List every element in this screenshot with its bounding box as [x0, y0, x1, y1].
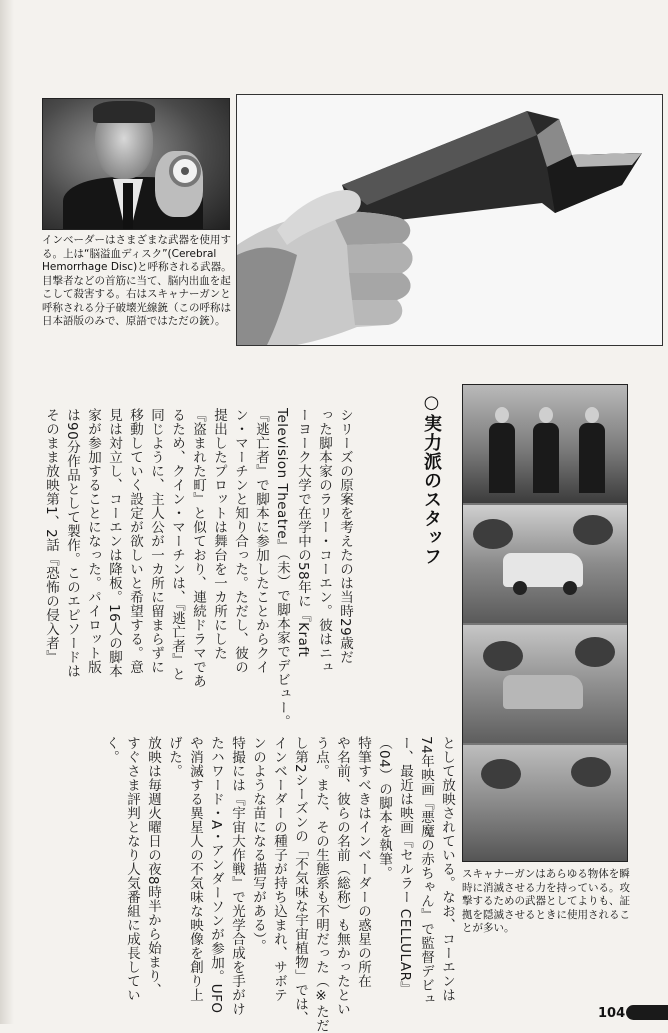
- article-body-upper: シリーズの原案を考えたのは当時29歳だ った脚本家のラリー・コーエン。彼はニュ ーヨーク大学で在学中の58年に『Kraft Television Theatre』（未）で脚本家でデビュー。 『逃亡者』で脚本に参加したことからクイ ン・マーチンと知り合った。ただし、彼の 提出したプロットは舞台を一カ所にした 『盗まれた町』と似ており、連続ドラマであ るため、クイン・マーチンは、『逃亡者』と 同じように、主人公が一カ所に留まらずに 移動していく設定が欲しいと希望する。意 見は対立し、コーエンは降板。16人の脚本 家が参加することになった。パイロット版 は90分作品として製作。このエピソードは そのまま放映第1、2話『恐怖の侵入者』: [43, 408, 353, 729]
- car-wheel: [563, 581, 577, 595]
- photo-frame-agents: [463, 385, 627, 503]
- disc-photo-caption: インベーダーはさまざまな武器を使用する。上は“脳溢血ディスク”(Cerebral Hemorrhage Disc)と呼称される武器。目撃者などの首筋に当て、脳内出血を起こして殺害する。右はスキャナーガンと呼称される分子破壊光線銃（この呼称は日本語版のみで、原語ではただの銃）。: [42, 234, 232, 327]
- photo-frame-car: [463, 505, 627, 623]
- invader-disc-photo: [42, 98, 230, 230]
- scanner-gun-caption: スキャナーガンはあらゆる物体を瞬時に消滅させる力を持っている。攻撃するための武器としてよりも、証拠を隠滅させるときに使用されることが多い。: [462, 868, 630, 934]
- page-number-bar: [626, 1005, 668, 1020]
- agent-figure: [489, 423, 515, 493]
- article-body-lower: として放映されている。なお、コーエンは 74年映画『悪魔の赤ちゃん』で監督デビュ ー、最近は映画『セルラー CELLULAR』 （04）の脚本を執筆。 特筆すべきはインベーダーの惑星の所在 や名前、彼らの名前（総称）も無かったとい う点。また、その生態系も不明だった（※ただ し第2シーズンの「不気味な宇宙植物」では、 インベーダーの種子が持ち込まれ、サボテ ンのような苗になる描写がある）。 特撮には『宇宙大作戦』で光学合成を手がけ たハワード・A・アンダーソンが参加。UFO や消滅する異星人の不気味な映像を創り上 げた。 放映は毎週火曜日の夜8時半から始まり、 すぐさま評判となり人気番組に成長してい く。: [103, 736, 455, 1033]
- page-number: 104: [598, 1006, 626, 1021]
- section-heading: ○実力派のスタッフ: [421, 392, 442, 566]
- photo-frame-empty: [463, 745, 627, 861]
- tree: [571, 757, 611, 787]
- agent-figure: [533, 423, 559, 493]
- tree: [573, 515, 613, 545]
- photo-tie: [123, 183, 133, 229]
- tree: [483, 641, 523, 671]
- tree: [575, 637, 615, 667]
- page-gutter-shadow: [0, 0, 14, 1024]
- agent-figure: [579, 423, 605, 493]
- photo-hair: [93, 101, 155, 123]
- car-fading: [503, 675, 583, 709]
- car-wheel: [513, 581, 527, 595]
- tree: [473, 519, 513, 549]
- photo-frame-car-fading: [463, 625, 627, 743]
- tree: [481, 759, 521, 789]
- scanner-gun-sequence-photos: [462, 384, 628, 862]
- scanner-gun-photo: [236, 94, 663, 346]
- hemorrhage-disc: [169, 155, 201, 187]
- scanner-gun-illustration: [237, 95, 662, 345]
